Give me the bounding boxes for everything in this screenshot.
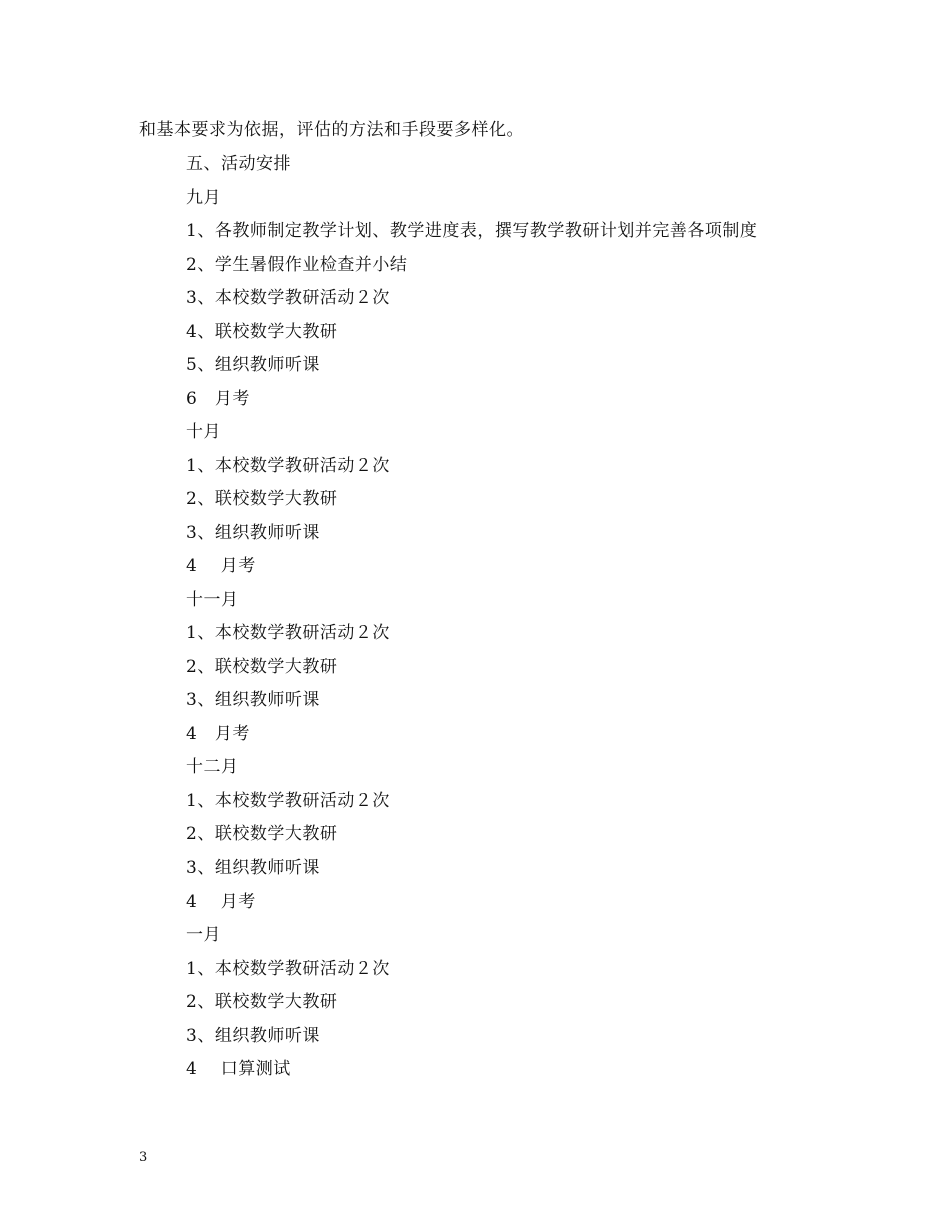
list-item: 2、联校数学大教研 xyxy=(186,657,338,677)
page-number: 3 xyxy=(139,1150,148,1165)
list-item: 1、本校数学教研活动２次 xyxy=(186,456,390,476)
list-item: 2、学生暑假作业检查并小结 xyxy=(186,255,408,275)
month-heading-december: 十二月 xyxy=(186,757,239,777)
month-heading-october: 十月 xyxy=(186,422,221,442)
list-item: 2、联校数学大教研 xyxy=(186,824,338,844)
list-item: 3、组织教师听课 xyxy=(186,690,320,710)
list-item: 1、本校数学教研活动２次 xyxy=(186,791,390,811)
list-item: 3、组织教师听课 xyxy=(186,523,320,543)
list-item: 1、本校数学教研活动２次 xyxy=(186,623,390,643)
list-item: 4 月考 xyxy=(186,892,256,912)
month-heading-january: 一月 xyxy=(186,925,221,945)
list-item: 3、组织教师听课 xyxy=(186,1026,320,1046)
list-item: 4、联校数学大教研 xyxy=(186,322,338,342)
list-item: 2、联校数学大教研 xyxy=(186,992,338,1012)
month-heading-september: 九月 xyxy=(186,188,221,208)
list-item: 5、组织教师听课 xyxy=(186,355,320,375)
list-item: 4 月考 xyxy=(186,724,250,744)
month-heading-november: 十一月 xyxy=(186,590,239,610)
section-heading: 五、活动安排 xyxy=(186,154,291,174)
list-item: 4 月考 xyxy=(186,556,256,576)
list-item: 3、本校数学教研活动２次 xyxy=(186,288,390,308)
list-item: 6 月考 xyxy=(186,389,250,409)
list-item: 2、联校数学大教研 xyxy=(186,489,338,509)
paragraph-continuation: 和基本要求为依据，评估的方法和手段要多样化。 xyxy=(139,120,524,140)
list-item: 1、各教师制定教学计划、教学进度表，撰写教学教研计划并完善各项制度 xyxy=(186,221,758,241)
list-item: 1、本校数学教研活动２次 xyxy=(186,959,390,979)
list-item: 4 口算测试 xyxy=(186,1059,291,1079)
list-item: 3、组织教师听课 xyxy=(186,858,320,878)
